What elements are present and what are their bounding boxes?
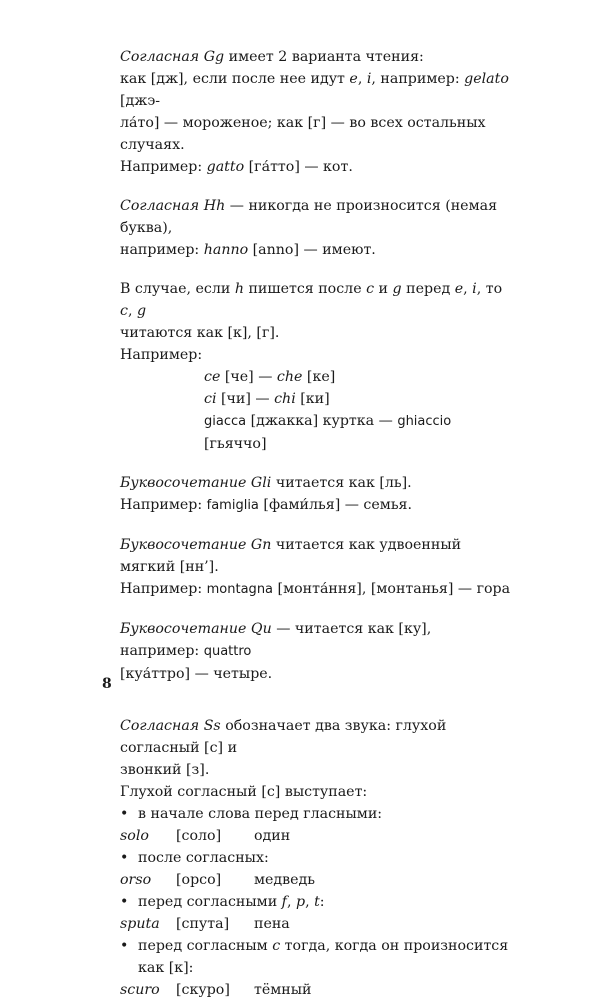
qu-label: Буквосочетание Qu — [120, 621, 272, 637]
ss-line-2: звонкий [з]. — [120, 762, 210, 778]
ss-bullet-1: • в начале слова перед гласными: — [120, 803, 512, 825]
ss-example-3: sputa [спута] пена — [120, 916, 290, 932]
qu-example: [куа́ттро] — четыре. — [120, 666, 273, 682]
gli-example: Например: famiglia [фами́лья] — семья. — [120, 497, 412, 513]
ss-bullet-4: • перед согласным c тогда, когда он произносится как [к]: — [120, 935, 512, 979]
gg-heading: Согласная Gg имеет 2 варианта чтения: — [120, 49, 424, 65]
hh-heading: Согласная Hh — никогда не произносится (немая буква), — [120, 198, 498, 236]
h-case-label: Например: — [120, 347, 203, 363]
page-text — [120, 46, 512, 1001]
bullet-icon: • — [120, 806, 129, 822]
ss-example-1: solo [соло] один — [120, 828, 291, 844]
ss-example-2: orso [орсо] медведь — [120, 872, 316, 888]
gg-example: Например: gatto [га́тто] — кот. — [120, 159, 353, 175]
gn-heading: Буквосочетание Gn читается как удвоенный мягкий [нн’]. — [120, 537, 462, 575]
gg-label: Согласная Gg — [120, 49, 225, 65]
ss-bullet-2: • после согласных: — [120, 847, 512, 869]
h-case-example-3: giacca [джакка] куртка — ghiaccio [гьяччо] — [204, 413, 452, 452]
h-case-line-2: читаются как [к], [г]. — [120, 325, 280, 341]
hh-label: Согласная Hh — [120, 198, 226, 214]
bullet-icon: • — [120, 938, 129, 954]
bullet-icon: • — [120, 850, 129, 866]
qu-heading: Буквосочетание Qu — читается как [ку], например: quattro — [120, 621, 432, 659]
h-case-line-1: В случае, если h пишется после c и g перед e, i, то c, g — [120, 281, 503, 319]
ss-label: Согласная Ss — [120, 718, 221, 734]
h-case-example-2: ci [чи] — chi [ки] — [204, 391, 330, 407]
gli-heading: Буквосочетание Gli читается как [ль]. — [120, 475, 412, 491]
h-case-example-1: ce [че] — che [ке] — [204, 369, 336, 385]
bullet-icon: • — [120, 894, 129, 910]
gg-rule-line-1: как [дж], если после нее идут e, i, например: gelato [джэ- — [120, 71, 509, 109]
page-number: 8 — [102, 676, 112, 692]
ss-bullet-3: • перед согласными f, p, t: — [120, 891, 512, 913]
ss-heading: Согласная Ss обозначает два звука: глухой согласный [с] и — [120, 718, 447, 756]
gn-example: Например: montagna [монта́ння], [монтанья] — гора — [120, 581, 511, 597]
gg-rule-line-2: ла́то] — мороженое; как [г] — во всех остальных случаях. — [120, 115, 486, 153]
ss-example-4: scuro [скуро] тёмный — [120, 982, 312, 998]
ss-voiceless-intro: Глухой согласный [с] выступает: — [120, 784, 368, 800]
gli-label: Буквосочетание Gli — [120, 475, 272, 491]
gn-label: Буквосочетание Gn — [120, 537, 272, 553]
hh-example: например: hanno [anno] — имеют. — [120, 242, 376, 258]
